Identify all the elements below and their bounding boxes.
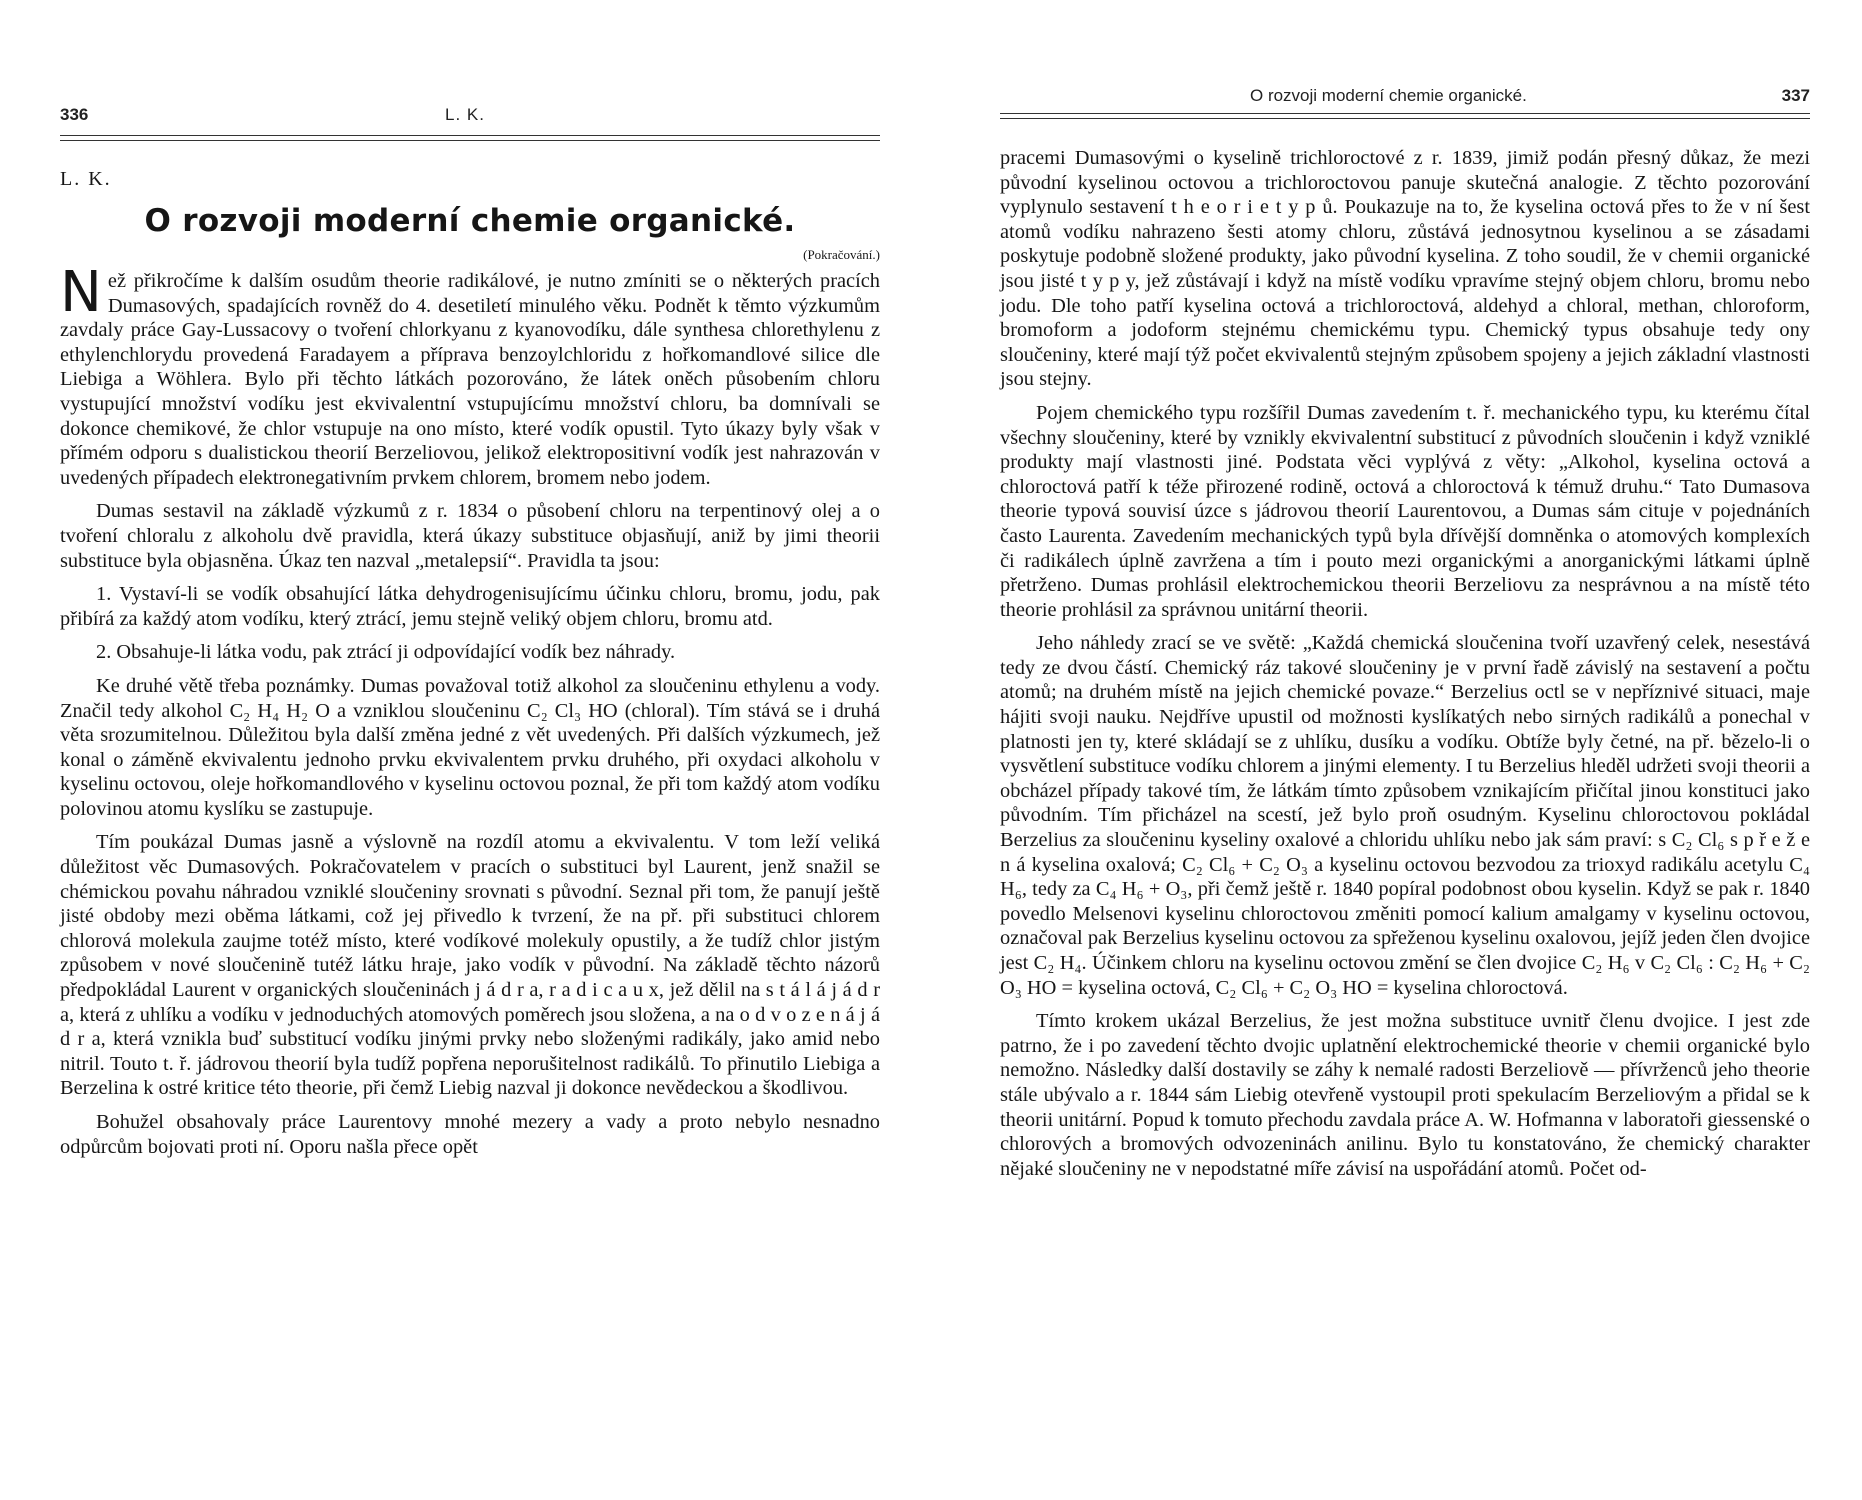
header-rule bbox=[60, 140, 880, 141]
page-number: 336 bbox=[60, 105, 89, 124]
running-head: L. K. bbox=[445, 105, 485, 124]
paragraph: Jeho náhledy zrací se ve světě: „Každá chemická sloučenina tvoří uzavřený celek, nesestává tedy ze dvou částí. Chemický ráz takové sloučeniny je v první řadě závislý na sestavení a počtu atomů; na druhém místě na jejich chemické povaze.“ Berzelius octl se v nepříznivé situaci, maje hájiti svoji nauku. Nejdříve upustil od možnosti kyslíkatých nebo sirných radikálů a ponechal v platnosti jen ty, které skládají se z uhlíku, dusíku a vodíku. Obtíže byly četné, na př. bězelo-li o vysvětlení substituce vodíku chlorem a jinými elementy. I tu Berzelius hleděl udržeti svoji theorii a obcházel případy takové tím, že látkám tímto způsobem vznikajícím přičítal jinou konstituci jako původním. Tím přicházel na scestí, jež bylo proň osudným. Kyselinu chloroctovou pokládal Berzelius za sloučeninu kyseliny oxalové a chloridu uhlíku nebo jak sám praví: s C₂ Cl₆ s p ř e ž e n á kyselina oxalová; C₂ Cl₆ + C₂ O₃ a kyselinu octovou bezvodou za trioxyd radikálu acetylu C₄ H₆, tedy za C₄ H₆ + O₃, při čemž ještě r. 1840 popíral podobnost obou kyselin. Když se pak r. 1840 povedlo Melsenovi kyselinu chloroctovou změniti pomocí kalium amalgamy v kyselinu octovou, označoval pak Berzelius kyselinu octovou za spřeženou kyselinu oxalovou, jejíž jeden člen dvojice jest C₂ H₄. Účinkem chloru na kyselinu octovou změní se člen dvojice C₂ H₆ v C₂ Cl₆ : C₂ H₆ + C₂ O₃ HO = kyselina octová, C₂ Cl₆ + C₂ O₃ HO = kyselina chloroctová. bbox=[1000, 632, 1810, 999]
paragraph: Pojem chemického typu rozšířil Dumas zavedením t. ř. mechanického typu, ku kterému čítal všechny sloučeniny, které by vznikly ekvivalentní substitucí z původních sloučenin i když vzniklé produkty mají vlastnosti jiné. Podstata věci vyplývá z věty: „Alkohol, kyselina octová a chloroctová patří k téže přirozené rodině, octová a chloroctová k témuž druhu.“ Tato Dumasova theorie typová souvisí úzce s jádrovou theorií Laurentovou, a Dumas sám cituje v pojednáních často Laurenta. Zavedením mechanických typů byla dřívější domněnka o atomových komplexích či radikálech úplně zavržena a tím i pouto mezi organickými a anorganickými látkami úplně přetrženo. Dumas prohlásil elektrochemickou theorii Berzeliovu za nesprávnou a na místě této theorie prohlásil za správnou unitární theorii. bbox=[1000, 401, 1810, 621]
right-page bbox=[1000, 0, 1810, 1500]
paragraph: 2. Obsahuje-li látka vodu, pak ztrácí ji odpovídající vodík bez náhrady. bbox=[96, 641, 676, 664]
paragraph: 1. Vystaví-li se vodík obsahující látka dehydrogenisujícímu účinku chloru, bromu, jodu, pak přibírá za každý atom vodíku, který ztrácí, jemu stejně veliký objem chloru, bromu atd. bbox=[60, 583, 880, 630]
paragraph: Ke druhé větě třeba poznámky. Dumas považoval totiž alkohol za sloučeninu ethylenu a vody. Značil tedy alkohol C₂ H₄ H₂ O a vzniklou sloučeninu C₂ Cl₃ HO (chloral). Tím stává se i druhá věta srozumitelnou. Důležitou byla další změna jedné z vět uvedených. Při dalších výzkumech, jež konal o záměně ekvivalentu jednoho prvku ekvivalentem prvku druhého, při oxydaci alkoholu v kyselinu octovou, oleje hořkomandlového v kyselinu octovou poznal, že při tom každý atom vodíku polovinou atomu kyslíku se zastupuje. bbox=[60, 674, 880, 820]
header-rule bbox=[1000, 118, 1810, 119]
article-author: L. K. bbox=[60, 168, 112, 190]
paragraph: Tímto krokem ukázal Berzelius, že jest možna substituce uvnitř členu dvojice. I jest zde patrno, že i po zavedení těchto dvojic uplatnění elektrochemické theorie v chemii organické bylo nemožno. Následky další dostavily se záhy k nemalé radosti Berzeliově — přívrženců jeho theorie stále ubývalo a r. 1844 sám Liebig otevřeně vystoupil proti spekulacím Berzeliovým a přidal se k theorii unitární. Popud k tomuto přechodu zavdala práce A. W. Hofmanna v laboratoři giessenské o chlorových a bromových odvozeninách anilinu. Bylo tu konstatováno, že chemický charakter nějaké sloučeniny ne v nepodstatné míře závisí na uspořádání atomů. Počet od- bbox=[1000, 1010, 1810, 1180]
paragraph: Než přikročíme k dalším osudům theorie radikálové, je nutno zmíniti se o některých pracích Dumasových, spadajících rovněž do 4. desetiletí minulého věku. Podnět k těmto výzkumům zavdaly práce Gay-Lussacovy o tvoření chlorkyanu z kyanovodíku, dále synthesa chlorethylenu z ethylenchlorydu provedená Faradayem a příprava benzoylchloridu z hořkomandlové silice dle Liebiga a Wöhlera. Bylo při těchto látkách pozorováno, že látek oněch působením chloru vystupující množství vodíku jest ekvivalentní vstupujícímu množství chloru, ba domnívali se dokonce chemikové, že chlor vstupuje na ono místo, které vodík opustil. Tyto úkazy byly však v přímém odporu s dualistickou theorií Berzeliovou, jelikož elektropositivní vodík jest nahrazován v uvedených případech elektronegativním prvkem chlorem, bromem nebo jodem. bbox=[60, 260, 880, 489]
left-page-body bbox=[60, 168, 880, 1159]
right-page-body bbox=[1000, 146, 1810, 1181]
header-rule bbox=[1000, 113, 1810, 114]
continued-note: (Pokračování.) bbox=[803, 247, 880, 262]
running-head: O rozvoji moderní chemie organické. bbox=[1250, 86, 1527, 105]
paragraph: Dumas sestavil na základě výzkumů z r. 1834 o působení chloru na terpentinový olej a o tvoření chloralu z alkoholu dvě pravidla, která úkazy substituce objasňují, aniž by jimi theorii substituce byla objasněna. Úkaz ten nazval „metalepsií“. Pravidla ta jsou: bbox=[60, 500, 880, 572]
drop-cap: N bbox=[60, 260, 102, 325]
page-number: 337 bbox=[1781, 86, 1810, 105]
article-title: O rozvoji moderní chemie organické. bbox=[144, 203, 796, 239]
paragraph: pracemi Dumasovými o kyselině trichloroctové z r. 1839, jimiž podán přesný důkaz, že mezi původní kyselinou octovou a trichloroctovou panuje skutečná analogie. Z těchto pozorování vyplynulo sestavení t h e o r i e t y p ů. Poukazuje na to, že kyselina octová přes to že v ní šest atomů vodíku nahrazeno šesti atomy chloru, zůstává jednosytnou kyselinou a se zásadami poskytuje podobně složené produkty, jako původní kyselina. Z toho soudil, že v chemii organické jsou jisté t y p y, jež zůstávají i když na místě vodíku vpravíme stejný objem chloru, bromu nebo jodu. Dle toho patří kyselina octová a trichloroctová, aldehyd a chloral, methan, chloroform, bromoform a jodoform stejnému chemickému typu. Chemický typus obsahuje tedy ony sloučeniny, které mají týž počet ekvivalentů stejným způsobem spojeny a jejich základní vlastnosti jsou stejny. bbox=[1000, 147, 1810, 391]
left-page bbox=[60, 0, 880, 1500]
paragraph: Bohužel obsahovaly práce Laurentovy mnohé mezery a vady a proto nebylo nesnadno odpůrcům bojovati proti ní. Oporu našla přece opět bbox=[60, 1111, 880, 1158]
right-page-header bbox=[1000, 86, 1810, 110]
paragraph: Tím poukázal Dumas jasně a výslovně na rozdíl atomu a ekvivalentu. V tom leží veliká důležitost věc Dumasových. Pokračovatelem v pracích o substituci byl Laurent, jenž snažil se chémickou povahu náhradou vzniklé sloučeniny srovnati s původní. Seznal při tom, že panují ještě jisté obdoby mezi oběma látkami, což jej přivedlo k tvrzení, že na př. při substituci chlorem chlorová molekula zaujme totéž místo, které vodíkové molekuly opustily, a že tudíž chlor jistým způsobem v nové sloučenině tutéž látku hraje, jako vodík v původní. Na základě těchto názorů předpokládal Laurent v organických sloučeninách j á d r a, r a d i c a u x, jež dělil na s t á l á j á d r a, která z uhlíku a vodíku v jednoduchých atomových poměrech jsou složena, a na o d v o z e n á j á d r a, která vznikla buď substitucí vodíku jinými prvky nebo složenými radikály, jako amid nebo nitril. Touto t. ř. jádrovou theorií byla tudíž popřena neporušitelnost radikálů. To přinutilo Liebiga a Berzelina k ostré kritice této theorie, při čemž Liebig nazval ji dokonce nevědeckou a škodlivou. bbox=[60, 831, 880, 1100]
header-rule bbox=[60, 135, 880, 136]
left-page-header bbox=[60, 105, 880, 129]
